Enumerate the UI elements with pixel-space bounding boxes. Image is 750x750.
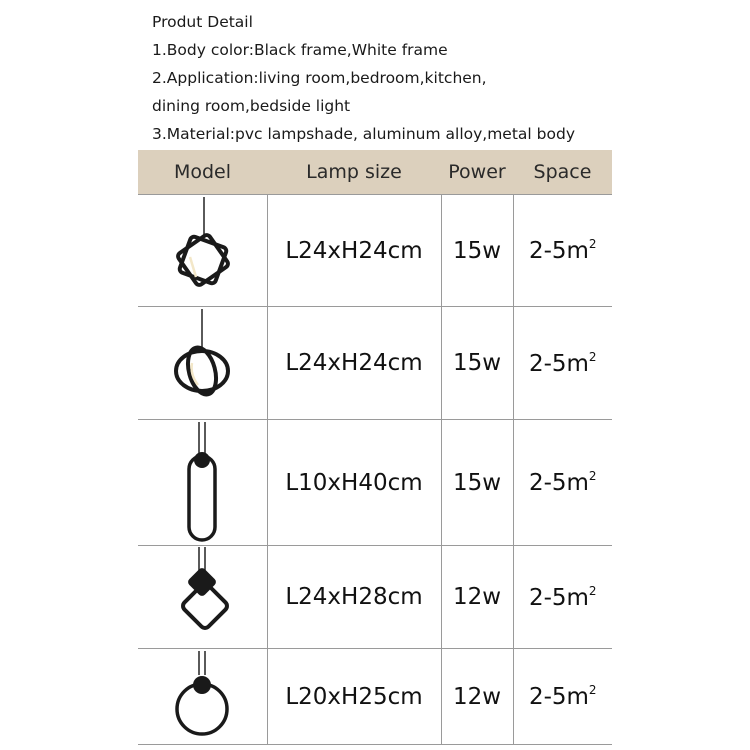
table-row <box>138 649 612 745</box>
table-header-row <box>138 150 612 195</box>
model-cell <box>138 546 267 649</box>
header-lamp-size: Lamp size <box>267 150 441 195</box>
detail-line-material: 3.Material:pvc lampshade, aluminum alloy,metal body <box>152 125 575 143</box>
oval-loop-pendant-icon <box>162 422 242 544</box>
space-cell: $2-5m^2$ <box>513 649 612 745</box>
power-cell: 15w <box>441 420 513 546</box>
detail-line-application-cont: dining room,bedside light <box>152 97 351 115</box>
model-cell <box>138 195 267 307</box>
crossed-rings-pendant-icon <box>162 309 242 417</box>
detail-line-body-color: 1.Body color:Black frame,White frame <box>152 41 448 59</box>
lamp-size-cell: L10xH40cm <box>267 420 441 546</box>
power-cell: 12w <box>441 546 513 649</box>
model-cell <box>138 420 267 546</box>
diamond-pendant-icon <box>162 547 242 647</box>
model-cell <box>138 307 267 420</box>
power-cell: 15w <box>441 195 513 307</box>
power-cell: 15w <box>441 307 513 420</box>
lamp-size-cell: L20xH25cm <box>267 649 441 745</box>
table-row <box>138 420 612 546</box>
lamp-size-cell: L24xH24cm <box>267 195 441 307</box>
space-cell: $2-5m^2$ <box>513 307 612 420</box>
header-power: Power <box>441 150 513 195</box>
table-row <box>138 307 612 420</box>
space-cell: $2-5m^2$ <box>513 546 612 649</box>
detail-title: Produt Detail <box>152 13 253 31</box>
table-row <box>138 195 612 307</box>
lamp-size-cell: L24xH28cm <box>267 546 441 649</box>
space-cell: $2-5m^2$ <box>513 420 612 546</box>
product-detail <box>152 8 742 148</box>
model-cell <box>138 649 267 745</box>
detail-line-application: 2.Application:living room,bedroom,kitchen, <box>152 69 487 87</box>
table-row <box>138 546 612 649</box>
ring-pendant-icon <box>162 651 242 743</box>
header-model: Model <box>138 150 267 195</box>
space-cell: $2-5m^2$ <box>513 195 612 307</box>
header-space: Space <box>513 150 612 195</box>
lamp-size-cell: L24xH24cm <box>267 307 441 420</box>
power-cell: 12w <box>441 649 513 745</box>
spec-table <box>138 150 612 745</box>
twisted-square-pendant-icon <box>162 197 242 305</box>
